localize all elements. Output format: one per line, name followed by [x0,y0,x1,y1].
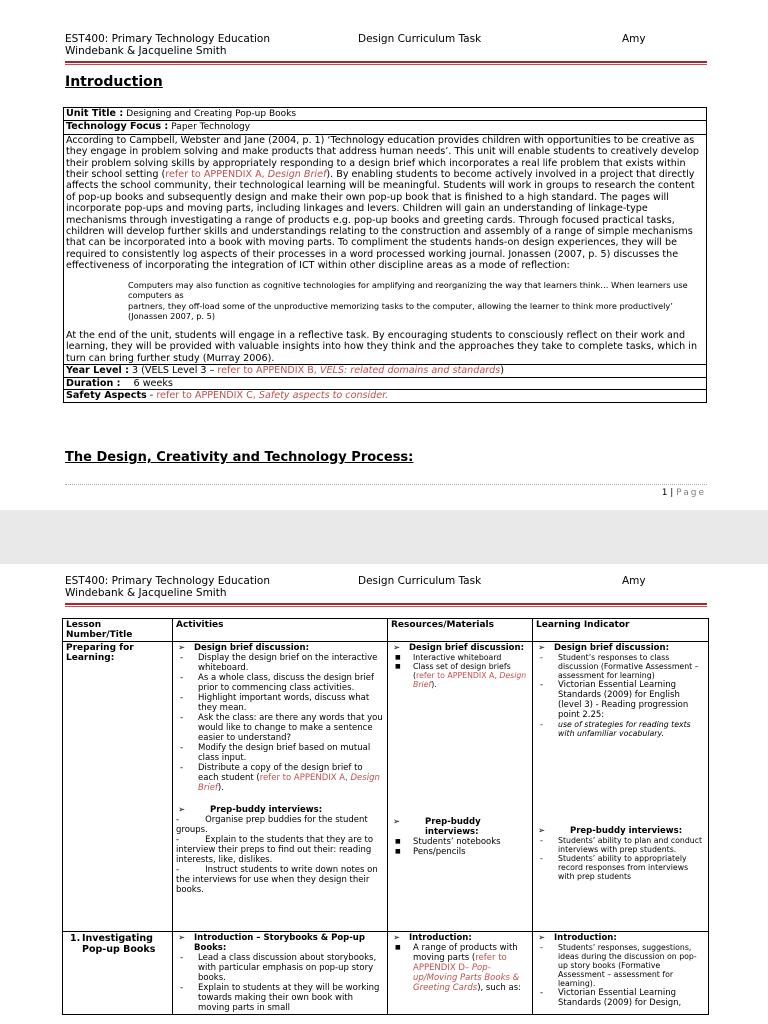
list-item: - Student’s responses to class discussion (Formative Assessment – assessment for learning) [536,653,705,680]
col-header-indicator: Learning Indicator [533,619,709,642]
unit-focus-block [64,121,706,365]
header-task-2: Design Curriculum Task [358,575,482,587]
para1-text-a: According to Campbell, Webster and Jane (2004, p. 1) ‘Technology education provides children with opportunities to be creative as they engage in problem solving and make products that address human needs’. This unit will enable students to creatively develop their problem solving skills by appropriately responding to a design brief which incorporates a real life problem that exists within their school setting ( [66,134,699,181]
intro-paragraph-1 [66,135,704,272]
list-item [391,943,529,993]
act-design-brief-list [176,653,384,793]
act-prep-p2: - Explain to the students that they are to interview their preps to find out their: reading interests, like, dislikes. [176,835,374,865]
quote-line-1: Computers may also function as cognitive technologies for amplifying and reorganizing the way that learners think… When learners use computers as [128,279,688,301]
appendix-b-ref-italic: VELS: related domains and standards [319,365,501,377]
safety-label: Safety Aspects [66,390,147,402]
list-item [391,662,529,689]
appendix-a-ref-italic: Design Brief [267,169,327,181]
res-i2-end: ). [431,680,437,689]
list-item: - Display the design brief on the interactive whiteboard. [176,653,384,673]
duration-value: 6 weeks [133,377,173,389]
resources-cell-2 [388,932,533,1015]
year-level-value: 3 (VELS Level 3 – [132,365,218,377]
page-gap [0,510,768,564]
res-intro-end: ), such as: [477,983,521,993]
intro-heading: Introduction [65,74,163,90]
header-rule-thin [65,64,707,65]
act-prep-p2-text: Explain to the students that they are to interview their preps to find out their: reading interests, like, dislikes. [176,835,374,865]
tech-focus-value: Paper Technology [171,122,251,133]
list-item: - Students’ responses, suggestions, ideas during the discussion on pop-up story books (Formative Assessment – assessment for learning). [536,943,705,988]
quote-line-2: partners, they off-load some of the unproductive memorizing tasks to the computer, allowing the learner to think more productively’ (Jonassen 2007, p. 5) [128,300,673,322]
res-intro-heading: ➢ Introduction: [391,933,529,943]
indicator-cell [533,642,709,932]
list-item: - Explain to students at they will be working towards making their own book with moving parts in small [176,983,384,1013]
act-ref-text: refer to APPENDIX A, [259,773,351,783]
appendix-a-ref [165,169,326,180]
tech-focus-label: Technology Focus : [66,121,169,133]
lesson-1-title [66,933,169,955]
tech-focus-row [64,121,706,134]
li-intro-list [536,943,705,1008]
act-last-end: ). [217,783,224,793]
lesson-title: Preparing for Learning: [66,643,134,663]
act-intro-heading: ➢ Introduction – Storybooks & Pop-up Books: [176,933,384,953]
list-item: - Modify the design brief based on mutual class input. [176,743,384,763]
list-item: - use of strategies for reading texts with unfamiliar vocabulary. [536,720,705,738]
list-item: - Students’ ability to appropriately record responses from interviews with prep students [536,854,705,881]
table-header-row [63,619,709,642]
header-task: Design Curriculum Task [358,33,482,45]
list-item: ■ Interactive whiteboard [391,653,529,662]
appendix-a-ref-text: refer to APPENDIX A, [165,169,268,181]
header-author-first-2: Amy [622,575,646,587]
duration-row [64,378,706,390]
res-intro-list [391,943,529,993]
unit-title-row [64,108,706,121]
res-i2-text: Class set of design briefs ( [413,662,511,680]
footer-page-word: Page [676,488,706,498]
act-prep-p1-text: Organise prep buddies for the student groups. [176,815,368,835]
header-author-first: Amy [622,33,646,45]
res-prep-buddy-list [391,837,529,857]
footer-separator: | [667,488,677,498]
unit-title-label: Unit Title : [66,108,124,119]
appendix-c-ref [156,390,388,401]
header-rule [65,61,707,63]
unit-box [63,107,707,403]
unit-title-value: Designing and Creating Pop-up Books [126,109,297,119]
list-item [176,763,384,793]
resources-cell [388,642,533,932]
safety-dash: - [146,390,157,402]
res-d-ref-text: refer to APPENDIX D– [413,953,507,973]
act-last-text: Distribute a copy of the design brief to each student ( [198,763,363,783]
page-1 [0,0,768,510]
header-author-second-2: Windebank & Jacqueline Smith [65,587,227,599]
intro-paragraph-2: At the end of the unit, students will engage in a reflective task. By encouraging students to consciously reflect on their work and learning, they will be provided with valuable insights into how they think and the approaches they take to complete tasks, which in turn can bring further study (Murray 2006). [66,330,698,364]
activities-cell-2 [173,932,388,1015]
lesson-1-name: Investigating Pop-up Books [82,933,156,955]
table-row [63,932,709,1015]
li-prep-buddy-list [536,836,705,881]
page-footer [600,488,706,498]
li-intro-heading: ➢ Introduction: [536,933,705,943]
lesson-title-cell [63,642,173,932]
header-course: EST400: Primary Technology Education [65,33,270,45]
res-d-ref-italic: Pop-up/Moving Parts Books & Greeting Cards [413,963,520,993]
process-heading: The Design, Creativity and Technology Process: [65,450,414,465]
act-design-brief-heading: ➢ Design brief discussion: [176,643,384,653]
list-item: ■ Students’ notebooks [391,837,529,847]
res-appendix-a-ref [413,671,526,689]
intro-body [64,135,706,364]
appendix-c-ref-text: refer to APPENDIX C, [156,390,259,402]
list-item: - Lead a class discussion about storybooks, with particular emphasis on pop-up story books. [176,953,384,983]
act-prep-p3-text: Instruct students to write down notes on the interviews for use when they design their books. [176,865,378,895]
list-item: - Ask the class: are there any words that you would like to change to make a sentence easier to understand? [176,713,384,743]
act-ref-italic: Design Brief [198,773,380,793]
lesson-title-cell-2 [63,932,173,1015]
res-design-brief-heading: ➢ Design brief discussion: [391,643,529,653]
header-rule-thin-2 [65,606,707,607]
indicator-cell-2 [533,932,709,1015]
block-quote [66,280,704,322]
li-design-brief-heading: ➢ Design brief discussion: [536,643,705,653]
header-rule-2 [65,603,707,605]
lesson-plan-table [62,618,709,1015]
footer-page-number: 1 [661,488,668,498]
list-item: - Highlight important words, discuss what they mean. [176,693,384,713]
col-header-resources: Resources/Materials [388,619,533,642]
footer-rule [65,484,707,485]
year-level-row [64,365,706,377]
activities-cell [173,642,388,932]
li-design-brief-list [536,653,705,738]
list-item: - As a whole class, discuss the design brief prior to commencing class activities. [176,673,384,693]
act-intro-list [176,953,384,1013]
year-level-end: ) [500,365,504,377]
res-intro-text: A range of products with moving parts ( [413,943,518,963]
list-item: - Students’ ability to plan and conduct interviews with prep students. [536,836,705,854]
appendix-b-ref [217,365,500,376]
duration-label: Duration : [66,377,121,389]
res-design-brief-list [391,653,529,689]
header-author-second: Windebank & Jacqueline Smith [65,45,227,57]
lesson-1-number: 1. [70,933,81,944]
table-row [63,642,709,932]
para1-text-b: ). By enabling students to become actively involved in a project that directly affects the school community, their technological learning will be meaningful. Students will work in groups to research the content of pop-up books and subsequently design and make their own pop-up book that is finished to a high standard. The pages will incorporate pop-ups and moving parts, including linkages and levers. Children will gain an understanding of linkage-type mechanisms through investigating a range of products e.g. pop-up books and greeting cards. Through focused practical tasks, children will develop further skills and understandings relating to the construction and assembly of a range of simple mechanisms that can be incorporated into a book with moving parts. To compliment the students hands-on design experiences, they will be required to consistently log aspects of their processes in a word processed working journal. Jonassen (2007, p. 5) discusses the effectiveness of incorporating the integration of ICT within other discipline areas as a mode of reflection: [66,169,695,272]
act-prep-p1: - Organise prep buddies for the student groups. [176,815,368,835]
res-prep-buddy-heading: ➢ Prep-buddy interviews: [391,817,529,837]
list-item: ■ Pens/pencils [391,847,529,857]
list-item: - Victorian Essential Learning Standards (2009) for English (level 3) - Reading progression point 2.25: [536,680,705,720]
res-ref-italic: Design Brief [413,671,527,689]
header-course-2: EST400: Primary Technology Education [65,575,270,587]
act-prep-buddy-heading: ➢ Prep-buddy interviews: [176,805,384,815]
safety-row [64,390,706,401]
act-prep-p3: - Instruct students to write down notes on the interviews for use when they design their books. [176,865,378,895]
year-level-label: Year Level : [66,365,129,377]
appendix-c-ref-italic: Safety aspects to consider. [258,390,389,402]
li-prep-buddy-heading: ➢ Prep-buddy interviews: [536,826,705,836]
list-item: - Victorian Essential Learning Standards (2009) for Design, [536,988,705,1008]
col-header-activities: Activities [173,619,388,642]
col-header-lesson: Lesson Number/Title [63,619,173,642]
appendix-b-ref-text: refer to APPENDIX B, [217,365,320,377]
res-ref-text: refer to APPENDIX A, [416,671,500,680]
